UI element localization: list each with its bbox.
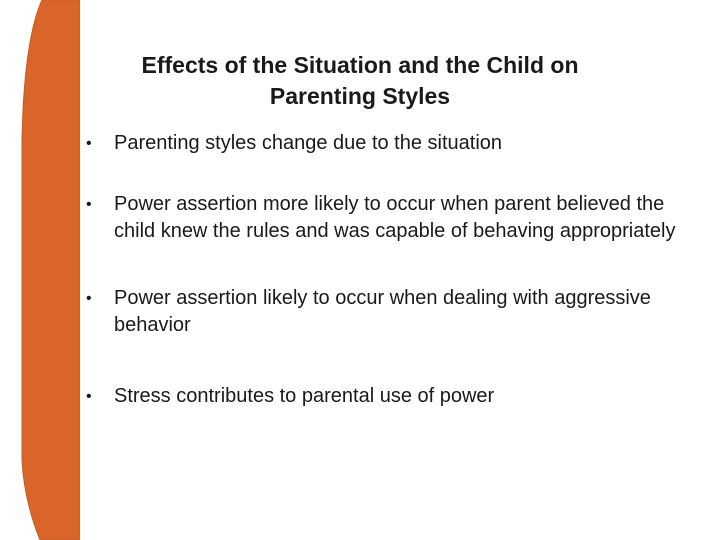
- bullet-dot-icon: •: [86, 196, 92, 213]
- bullet-dot-icon: •: [86, 290, 92, 307]
- bullet-text: Power assertion more likely to occur when parent believed the child knew the rules and was capable of behaving appropriately: [114, 193, 676, 242]
- slide-title-line-2: Parenting Styles: [269, 83, 451, 109]
- bullet-list: [86, 130, 696, 410]
- orange-accent-shape: [0, 0, 80, 540]
- slide-title: [80, 50, 640, 112]
- bullet-text: Power assertion likely to occur when dealing with aggressive behavior: [114, 287, 651, 336]
- bullet-dot-icon: •: [86, 135, 92, 152]
- bullet-item: [86, 130, 696, 157]
- bullet-item: [86, 383, 696, 410]
- bullet-text: Parenting styles change due to the situation: [114, 132, 503, 154]
- bullet-item: [86, 285, 696, 339]
- orange-accent-fill: [22, 0, 80, 540]
- bullet-item: [86, 191, 696, 245]
- bullet-text: Stress contributes to parental use of power: [114, 385, 495, 407]
- bullet-dot-icon: •: [86, 388, 92, 405]
- slide-title-line-1: Effects of the Situation and the Child on: [141, 52, 579, 78]
